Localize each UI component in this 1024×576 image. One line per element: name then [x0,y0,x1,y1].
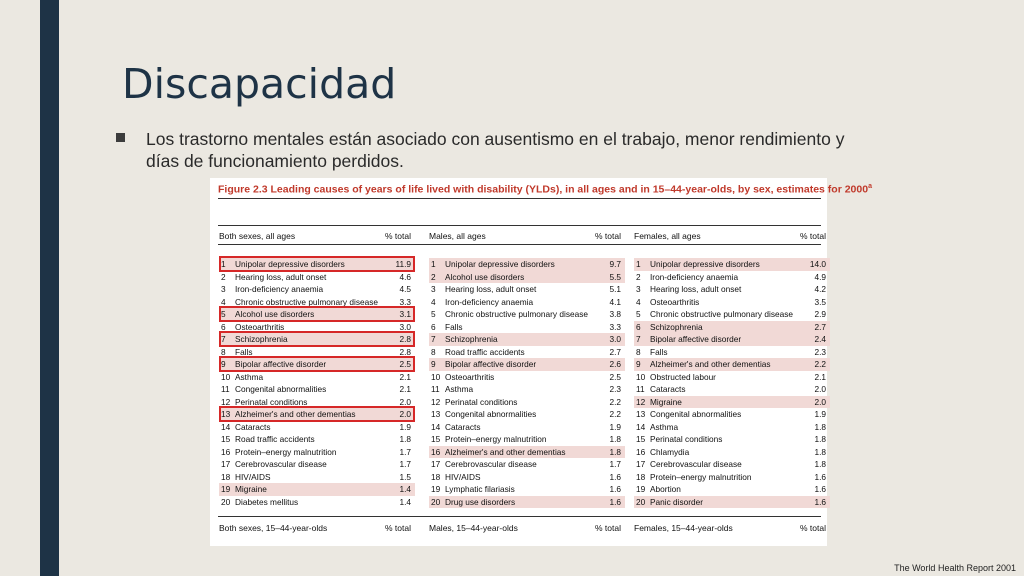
table-row [634,358,830,371]
row-label: Drug use disorders [445,496,516,507]
table-row [634,421,830,434]
row-rank: 5 [221,309,226,319]
row-value: 1.6 [814,471,826,482]
row-rank: 13 [431,409,441,419]
row-rank: 2 [431,271,436,282]
row-label: Cataracts [445,421,481,432]
row-label: Migraine [235,484,267,494]
row-label: Alcohol use disorders [235,309,315,319]
row-label: Protein–energy malnutrition [650,471,752,482]
row-rank: 18 [431,471,441,482]
row-value: 2.1 [814,371,826,382]
row-value: 9.7 [609,259,621,269]
row-rank: 13 [636,409,646,419]
row-label: Unipolar depressive disorders [650,259,760,269]
row-label: Bipolar affective disorder [235,359,327,369]
row-value: 2.1 [399,384,411,394]
row-rank: 11 [636,384,645,394]
column-header: Males, all ages % total [429,231,621,241]
row-rank: 10 [221,371,231,382]
column-rows [634,258,830,508]
row-value: 1.5 [399,471,411,482]
row-value: 2.0 [399,396,411,407]
row-label: Road traffic accidents [235,434,315,444]
row-rank: 11 [431,384,440,394]
row-label: Osteoarthritis [445,371,495,382]
table-row [429,496,625,509]
row-rank: 10 [431,371,441,382]
table-row [429,371,625,384]
row-rank: 2 [636,271,641,282]
row-value: 1.8 [609,434,621,444]
row-rank: 12 [221,396,231,407]
slide-title: Discapacidad [122,60,397,108]
table-row [429,296,625,309]
bullet-text: Los trastorno mentales están asociado con ausentismo en el trabajo, menor rendimiento y días de funcionamiento perdidos. [146,129,845,171]
row-label: Congenital abnormalities [650,409,742,419]
table-row [429,446,625,459]
row-label: Schizophrenia [235,334,288,344]
row-value: 3.0 [399,321,411,332]
table-row [219,383,415,396]
table-row [219,421,415,434]
row-value: 3.3 [399,296,411,307]
row-rank: 14 [221,421,231,432]
row-rank: 16 [431,446,441,457]
row-rank: 5 [431,309,436,319]
table-row [634,321,830,334]
row-label: Schizophrenia [650,321,703,332]
table-row [429,458,625,471]
table-column [429,178,625,546]
row-rank: 10 [636,371,646,382]
table-row [634,496,830,509]
column-footer: Males, 15–44-year-olds % total [429,523,621,533]
row-label: Asthma [235,371,264,382]
row-value: 4.5 [399,284,411,294]
row-label: Diabetes mellitus [235,496,299,507]
row-value: 1.9 [609,421,621,432]
table-row [429,396,625,409]
row-rank: 9 [636,359,641,369]
row-value: 4.2 [814,284,826,294]
table-row [429,408,625,421]
row-label: Perinatal conditions [650,434,723,444]
row-label: Bipolar affective disorder [445,359,537,369]
table-row [634,383,830,396]
row-rank: 12 [636,396,646,407]
table-row [429,346,625,359]
row-value: 1.9 [399,421,411,432]
row-label: Chronic obstructive pulmonary disease [445,309,588,319]
column-rows [219,258,415,508]
table-row [634,346,830,359]
row-value: 14.0 [809,259,826,269]
row-rank: 9 [221,359,226,369]
row-value: 2.2 [609,396,621,407]
row-rank: 4 [221,296,226,307]
row-rank: 8 [431,346,436,357]
row-label: Chronic obstructive pulmonary disease [650,309,793,319]
table-row [429,308,625,321]
row-value: 4.9 [814,271,826,282]
row-rank: 18 [221,471,231,482]
row-value: 1.6 [814,496,826,507]
row-label: Obstructed labour [650,371,716,382]
row-value: 1.6 [609,471,621,482]
row-label: Protein–energy malnutrition [445,434,547,444]
table-row [634,471,830,484]
table-row [634,258,830,271]
row-label: Iron-deficiency anaemia [650,271,739,282]
row-label: Panic disorder [650,496,704,507]
table-row [219,496,415,509]
row-value: 1.6 [814,484,826,494]
row-rank: 12 [431,396,441,407]
table-row [219,471,415,484]
column-header: Females, all ages % total [634,231,826,241]
row-rank: 4 [636,296,641,307]
row-label: Alzheimer's and other dementias [650,359,771,369]
row-value: 4.1 [609,296,621,307]
row-value: 2.5 [399,359,411,369]
row-label: Congenital abnormalities [235,384,327,394]
row-label: Cataracts [235,421,271,432]
row-rank: 8 [221,346,226,357]
table-row [634,458,830,471]
row-label: Migraine [650,396,682,407]
row-label: Unipolar depressive disorders [445,259,555,269]
row-value: 2.7 [814,321,826,332]
square-bullet-icon [116,133,125,142]
table-row [429,358,625,371]
table-row [219,283,415,296]
row-value: 2.7 [609,346,621,357]
row-rank: 19 [221,484,231,494]
row-value: 2.8 [399,346,411,357]
row-label: Cerebrovascular disease [650,459,742,469]
row-rank: 1 [221,259,226,269]
row-label: Perinatal conditions [235,396,308,407]
row-label: Falls [650,346,668,357]
row-rank: 16 [221,446,231,457]
row-label: Road traffic accidents [445,346,525,357]
row-rank: 14 [431,421,441,432]
row-value: 2.6 [609,359,621,369]
row-label: Asthma [650,421,679,432]
table-row [429,483,625,496]
row-label: Osteoarthritis [235,321,285,332]
row-value: 2.0 [399,409,411,419]
row-label: Cerebrovascular disease [235,459,327,469]
row-value: 1.4 [399,484,411,494]
left-accent-bar [40,0,59,576]
table-row [429,283,625,296]
table-row [634,371,830,384]
row-label: Bipolar affective disorder [650,334,742,344]
row-rank: 19 [636,484,646,494]
figure-title: Figure 2.3 Leading causes of years of life lived with disability (YLDs), in all ages and in 15–44-year-olds, by sex, estimates for 2000$^a$ [218,183,872,196]
column-footer: Females, 15–44-year-olds % total [634,523,826,533]
row-rank: 18 [636,471,646,482]
row-rank: 7 [431,334,436,344]
row-value: 1.8 [814,434,826,444]
row-label: Protein–energy malnutrition [235,446,337,457]
row-value: 1.7 [399,446,411,457]
row-label: Cataracts [650,384,686,394]
row-rank: 6 [221,321,226,332]
row-rank: 4 [431,296,436,307]
row-label: Chronic obstructive pulmonary disease [235,296,378,307]
row-value: 1.8 [609,446,621,457]
table-row [634,308,830,321]
row-rank: 16 [636,446,646,457]
table-row [634,296,830,309]
column-footer: Both sexes, 15–44-year-olds % total [219,523,411,533]
table-row [634,271,830,284]
table-row [429,271,625,284]
row-label: Falls [235,346,253,357]
row-value: 2.0 [814,384,826,394]
row-label: Asthma [445,384,474,394]
row-value: 2.2 [609,409,621,419]
row-label: Congenital abnormalities [445,409,537,419]
row-value: 1.8 [814,446,826,457]
row-value: 5.5 [609,271,621,282]
table-row [219,433,415,446]
row-value: 2.0 [814,396,826,407]
row-rank: 3 [431,284,436,294]
table-row [634,333,830,346]
row-rank: 7 [636,334,641,344]
row-label: Lymphatic filariasis [445,484,515,494]
row-rank: 6 [636,321,641,332]
row-label: Abortion [650,484,681,494]
row-label: Hearing loss, adult onset [650,284,742,294]
row-value: 1.9 [814,409,826,419]
row-label: Hearing loss, adult onset [235,271,327,282]
row-label: Alzheimer's and other dementias [235,409,356,419]
row-rank: 9 [431,359,436,369]
row-label: Alcohol use disorders [445,271,525,282]
row-value: 2.1 [399,371,411,382]
row-label: Unipolar depressive disorders [235,259,345,269]
row-rank: 3 [636,284,641,294]
row-label: Iron-deficiency anaemia [445,296,534,307]
row-value: 11.9 [395,259,411,269]
row-rank: 17 [431,459,441,469]
row-value: 2.5 [609,371,621,382]
row-value: 2.3 [609,384,621,394]
row-value: 2.3 [814,346,826,357]
figure-title-footnote: a [868,183,872,190]
row-rank: 15 [636,434,646,444]
row-value: 3.8 [609,309,621,319]
row-label: HIV/AIDS [235,471,271,482]
column-rows [429,258,625,508]
table-row [219,271,415,284]
row-value: 1.8 [399,434,411,444]
row-rank: 7 [221,334,226,344]
row-value: 4.6 [399,271,411,282]
row-label: Falls [445,321,463,332]
table-column [634,178,830,546]
row-value: 1.6 [609,496,621,507]
row-value: 2.9 [814,309,826,319]
row-value: 3.3 [609,321,621,332]
row-label: HIV/AIDS [445,471,481,482]
row-label: Perinatal conditions [445,396,518,407]
row-value: 1.7 [399,459,411,469]
row-rank: 17 [221,459,231,469]
figure-table [210,178,872,546]
row-label: Cerebrovascular disease [445,459,537,469]
table-row [429,421,625,434]
row-rank: 17 [636,459,646,469]
row-value: 3.5 [814,296,826,307]
row-value: 2.8 [399,334,411,344]
row-value: 2.4 [814,334,826,344]
row-value: 1.7 [609,459,621,469]
row-rank: 20 [636,496,646,507]
table-row [429,383,625,396]
table-row [634,283,830,296]
table-row [634,396,830,409]
row-value: 1.4 [399,496,411,507]
row-rank: 11 [221,384,230,394]
table-row [634,408,830,421]
row-rank: 8 [636,346,641,357]
table-row [634,446,830,459]
table-row [219,483,415,496]
row-rank: 19 [431,484,441,494]
row-label: Alzheimer's and other dementias [445,446,566,457]
row-label: Chlamydia [650,446,690,457]
row-rank: 13 [221,409,231,419]
row-value: 1.8 [814,459,826,469]
table-row [429,258,625,271]
source-credit: The World Health Report 2001 [894,563,1016,573]
table-row [429,321,625,334]
row-rank: 15 [431,434,441,444]
row-rank: 2 [221,271,226,282]
column-header: Both sexes, all ages % total [219,231,411,241]
row-rank: 1 [431,259,436,269]
row-value: 3.1 [399,309,411,319]
table-row [429,433,625,446]
table-row [219,446,415,459]
row-label: Schizophrenia [445,334,498,344]
row-value: 5.1 [609,284,621,294]
row-rank: 3 [221,284,226,294]
row-value: 3.0 [609,334,621,344]
row-rank: 5 [636,309,641,319]
table-row [429,471,625,484]
row-rank: 15 [221,434,231,444]
row-rank: 20 [221,496,231,507]
table-column [219,178,415,546]
row-rank: 1 [636,259,641,269]
row-label: Iron-deficiency anaemia [235,284,324,294]
table-row [634,433,830,446]
table-row [219,371,415,384]
row-value: 1.8 [814,421,826,432]
row-rank: 20 [431,496,441,507]
row-value: 1.6 [609,484,621,494]
row-label: Osteoarthritis [650,296,700,307]
table-row [429,333,625,346]
row-label: Hearing loss, adult onset [445,284,537,294]
row-rank: 14 [636,421,646,432]
row-value: 2.2 [814,359,826,369]
table-row [219,458,415,471]
table-row [634,483,830,496]
row-rank: 6 [431,321,436,332]
